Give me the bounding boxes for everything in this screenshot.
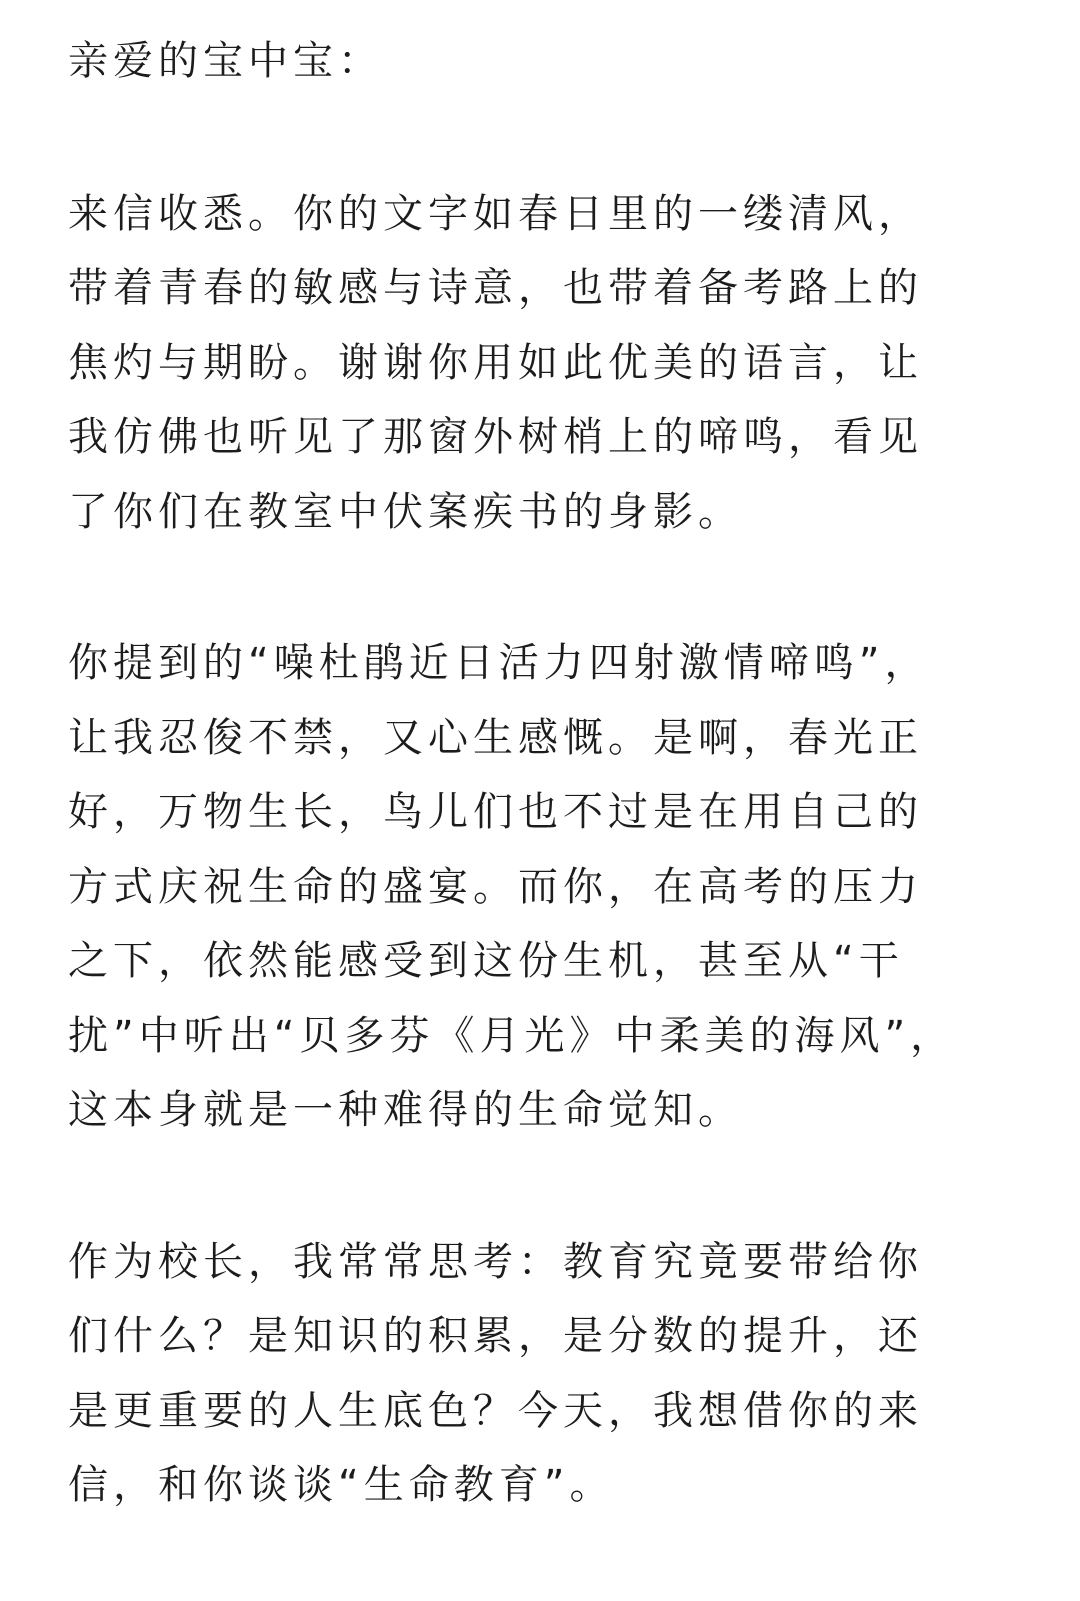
paragraph-1 — [68, 177, 998, 550]
text-line: 方式庆祝生命的盛宴。而你，在高考的压力 — [68, 863, 923, 910]
text-line: 了你们在教室中伏案疾书的身影。 — [68, 488, 743, 535]
text-line: 这本身就是一种难得的生命觉知。 — [68, 1087, 743, 1133]
text-line: 扰”中听出“贝多芬《月光》中柔美的海风”， — [68, 1012, 956, 1059]
text-line: 你提到的“噪杜鹃近日活力四射激情啼鸣”， — [68, 640, 930, 686]
text-line: 焦灼与期盼。谢谢你用如此优美的语言，让 — [68, 339, 923, 386]
text-line: 让我忍俊不禁，又心生感慨。是啊，春光正 — [68, 714, 923, 761]
text-line: 我仿佛也听见了那窗外树梢上的啼鸣，看见 — [68, 414, 923, 460]
letter-greeting: 亲爱的宝中宝： — [68, 38, 383, 84]
paragraph-2 — [68, 626, 998, 1148]
paragraph-3 — [68, 1225, 998, 1523]
text-line: 是更重要的人生底色？今天，我想借你的来 — [68, 1387, 923, 1434]
letter-body — [68, 24, 998, 1523]
text-line: 好，万物生长，鸟儿们也不过是在用自己的 — [68, 789, 923, 835]
text-line: 带着青春的敏感与诗意，也带着备考路上的 — [68, 265, 923, 311]
text-line: 们什么？是知识的积累，是分数的提升，还 — [68, 1313, 923, 1359]
text-line: 信，和你谈谈“生命教育”。 — [68, 1462, 615, 1508]
text-line: 作为校长，我常常思考：教育究竟要带给你 — [68, 1238, 923, 1285]
text-line: 来信收悉。你的文字如春日里的一缕清风， — [68, 190, 923, 237]
text-line: 之下，依然能感受到这份生机，甚至从“干 — [68, 938, 904, 984]
